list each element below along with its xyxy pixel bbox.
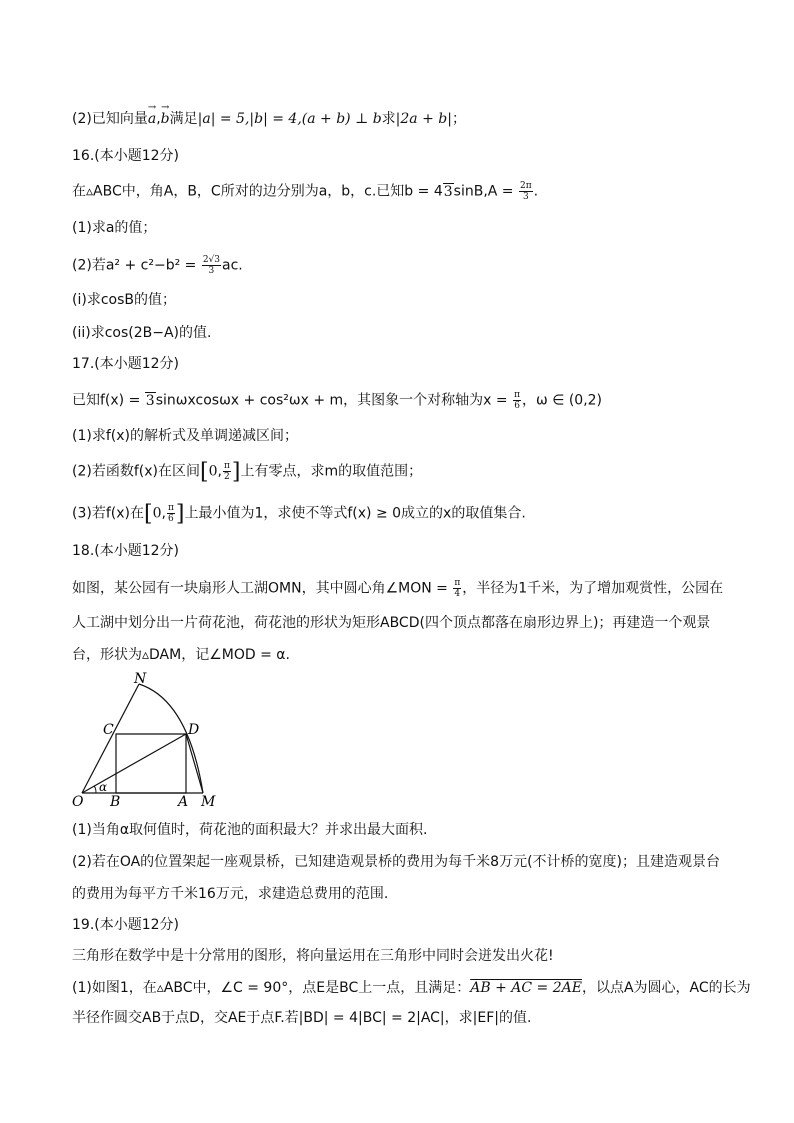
frac-pi-4 bbox=[453, 578, 461, 599]
q16-stem bbox=[72, 181, 538, 202]
q16-header: 16.(本小题12分) bbox=[72, 148, 180, 164]
sector-figure bbox=[70, 670, 230, 810]
bracket-right: ] bbox=[231, 459, 241, 485]
q17-p3-b: 上最小值为1，求使不等式f(x) ≥ 0成立的x的取值集合. bbox=[184, 505, 526, 522]
q18-part2-line2: 的费用为每平方千米16万元，求建造总费用的范围. bbox=[72, 886, 389, 902]
q19-header: 19.(本小题12分) bbox=[72, 917, 180, 933]
q16-part1: (1)求a的值； bbox=[72, 220, 157, 236]
zero: 0 bbox=[208, 463, 218, 480]
q17-part1: (1)求f(x)的解析式及单调递减区间； bbox=[72, 428, 298, 444]
q16-part-ii: (ii)求cos(2B−A)的值. bbox=[72, 325, 212, 341]
q15-target-expr: |2a + b| bbox=[395, 111, 452, 127]
frac-pi-6b bbox=[167, 503, 175, 524]
q17-stem-c: ，ω ∈ (0,2) bbox=[522, 392, 603, 409]
bracket-left: [ bbox=[199, 459, 209, 485]
q17-p3-a: (3)若f(x)在 bbox=[72, 505, 144, 522]
q18-header: 18.(本小题12分) bbox=[72, 543, 180, 559]
frac-2pi-3 bbox=[519, 181, 533, 202]
q16-part-i: (i)求cosB的值； bbox=[72, 292, 176, 308]
sqrt3: 3 bbox=[145, 392, 155, 409]
label-alpha: α bbox=[99, 780, 108, 794]
frac-den: 4 bbox=[454, 589, 461, 599]
q19-intro: 三角形在数学中是十分常用的图形，将向量运用在三角形中同时会迸发出火花! bbox=[72, 948, 554, 964]
q16-stem-b: sinB,A = bbox=[453, 183, 518, 200]
q17-stem-b: sinωxcosωx + cos²ωx + m，其图象一个对称轴为x = bbox=[155, 392, 513, 409]
frac-num: π bbox=[454, 578, 461, 588]
q18-stem-line1 bbox=[72, 578, 723, 599]
segment-DM bbox=[186, 734, 203, 793]
q16-stem-a: 在▵ABC中，角A，B，C所对的边分别为a，b，c.已知b = 4 bbox=[72, 183, 443, 200]
q17-stem bbox=[72, 390, 602, 411]
q16-part2 bbox=[72, 255, 243, 276]
zero: 0 bbox=[152, 505, 162, 522]
q15-condition-expr: |a| = 5,|b| = 4,(a + b) ⊥ b bbox=[197, 111, 382, 127]
frac-2sqrt3-3 bbox=[202, 255, 221, 276]
q17-stem-a: 已知f(x) = bbox=[72, 392, 145, 409]
q17-part3: (3)若f(x)在[0, $\frac{\pi}{6}$ ]上最小值为1，求使不等式f(x) ≥ 0成立的x的取值集合. bbox=[72, 501, 526, 527]
frac-den: 3 bbox=[522, 192, 529, 202]
q15-part2 bbox=[72, 109, 466, 129]
q19-p1-a: (1)如图1，在▵ABC中，∠C = 90°，点E是BC上一点，且满足： bbox=[72, 980, 471, 996]
sep: , bbox=[156, 111, 161, 127]
q16-p2-b: ac. bbox=[222, 257, 243, 274]
vec-a: → a bbox=[148, 109, 156, 129]
q15-prefix: (2)已知向量 bbox=[72, 111, 148, 127]
q19-part1-line2: 半径作圆交AB于点D，交AE于点F.若|BD| = 4|BC| = 2|AC|，求|EF|的值. bbox=[72, 1010, 532, 1026]
frac-num: π bbox=[514, 390, 521, 400]
frac-den: 2 bbox=[224, 472, 230, 482]
q18-part1: (1)当角α取何值时，荷花池的面积最大？并求出最大面积. bbox=[72, 822, 428, 838]
q16-p2-a: (2)若a² + c²−b² = bbox=[72, 257, 201, 274]
label-D: D bbox=[188, 722, 200, 738]
q18-stem1-b: ，半径为1千米，为了增加观赏性，公园在 bbox=[462, 580, 724, 597]
q18-stem-line2: 人工湖中划分出一片荷花池，荷花池的形状为矩形ABCD(四个顶点都落在扇形边界上)；再建造一个观景 bbox=[72, 615, 711, 631]
frac-num: π bbox=[223, 461, 230, 471]
q15-mid: 求 bbox=[381, 111, 396, 127]
frac-pi-2 bbox=[223, 461, 231, 482]
bracket-right: ] bbox=[175, 501, 185, 527]
frac-den: 3 bbox=[208, 266, 215, 276]
q18-part2-line1: (2)若在OA的位置架起一座观景桥，已知建造观景桥的费用为每千米8万元(不计桥的宽度)；且建造观景台 bbox=[72, 854, 721, 870]
angle-alpha-arc bbox=[94, 786, 96, 793]
rectangle-ABCD bbox=[116, 734, 186, 793]
q15-cond: 满足 bbox=[169, 111, 198, 127]
q16-period: . bbox=[533, 183, 539, 200]
vec-b: → b bbox=[161, 109, 170, 129]
q19-part1-line1 bbox=[72, 978, 751, 998]
q19-p1-b: ，以点A为圆心，AC的长为 bbox=[581, 980, 751, 996]
frac-den: 6 bbox=[514, 401, 520, 411]
q17-header: 17.(本小题12分) bbox=[72, 356, 180, 372]
vector-equation: AB + AC = 2AE bbox=[470, 980, 582, 996]
bracket-left: [ bbox=[143, 501, 153, 527]
q17-p2-b: 上有零点，求m的取值范围； bbox=[240, 463, 423, 480]
frac-num: 2√3 bbox=[202, 255, 221, 265]
label-A: A bbox=[178, 794, 189, 810]
q17-p2-a: (2)若函数f(x)在区间 bbox=[72, 463, 200, 480]
label-M: M bbox=[201, 794, 216, 810]
q18-stem-line3: 台，形状为▵DAM，记∠MOD = α. bbox=[72, 647, 290, 663]
label-B: B bbox=[110, 794, 121, 810]
arc-NM bbox=[139, 684, 203, 793]
label-O: O bbox=[72, 794, 84, 810]
label-C: C bbox=[103, 722, 114, 738]
frac-den: 6 bbox=[168, 514, 174, 524]
q15-end: ； bbox=[451, 111, 466, 127]
sqrt3: 3 bbox=[443, 183, 453, 200]
q17-part2: (2)若函数f(x)在区间[0, $\frac{\pi}{2}$ ]上有零点，求m的取值范围； bbox=[72, 459, 423, 485]
frac-num: π bbox=[167, 503, 174, 513]
frac-num: 2π bbox=[519, 181, 532, 191]
q18-stem1-a: 如图，某公园有一块扇形人工湖OMN，其中圆心角∠MON = bbox=[72, 580, 453, 597]
label-N: N bbox=[134, 671, 147, 687]
frac-pi-6 bbox=[513, 390, 521, 411]
